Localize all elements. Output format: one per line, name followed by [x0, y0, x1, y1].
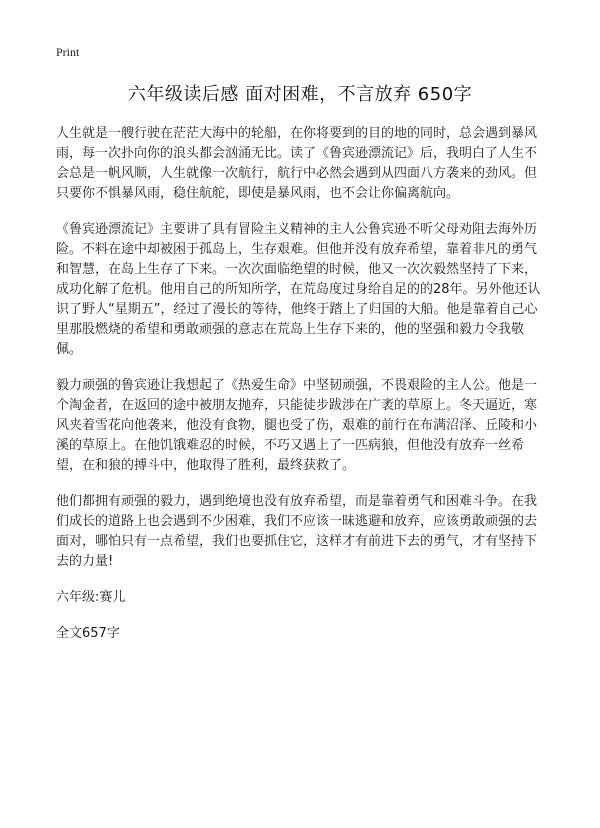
word-count: 全文657字 — [56, 626, 120, 641]
article-paragraph: 《鲁宾逊漂流记》主要讲了具有冒险主义精神的主人公鲁宾逊不听父母劝阻去海外历险。不料在途中却被困于孤岛上，生存艰难。但他并没有放弃希望，靠着非凡的勇气和智慧，在岛上生存了下来。一次次面临绝望的时候，他又一次次毅然坚持了下来，成功化解了危机。他用自己的所知所学，在荒岛度过身给自足的的28年。另外他还认识了野人“星期五”，经过了漫长的等待，他终于踏上了归国的大船。他是靠着自己心里那股燃烧的希望和勇敢顽强的意志在荒岛上生存下来的，他的坚强和毅力令我敬佩。 — [56, 222, 541, 357]
article-paragraph: 他们都拥有顽强的毅力，遇到绝境也没有放弃希望，而是靠着勇气和困难斗争。在我们成长的道路上也会遇到不少困难，我们不应该一昧逃避和放弃，应该勇敢顽强的去面对，哪怕只有一点希望，我们也要抓住它，这样才有前进下去的勇气，才有坚持下去的力量! — [56, 494, 538, 569]
author-signature: 六年级:赛儿 — [56, 590, 126, 605]
article-paragraph: 毅力顽强的鲁宾逊让我想起了《热爱生命》中坚韧顽强，不畏艰险的主人公。他是一个淘金者，在返回的途中被朋友抛弃，只能徒步跋涉在广袤的草原上。冬天逼近，寒风夹着雪花向他袭来，他没有食物，腿也受了伤，艰难的前行在布满沼泽、丘陵和小溪的草原上。在他饥饿难忍的时候，不巧又遇上了一匹病狼，但他没有放弃一丝希望，在和狼的搏斗中，他取得了胜利，最终获救了。 — [56, 378, 538, 473]
article-title: 六年级读后感 面对困难，不言放弃 650字 — [127, 84, 473, 105]
article-body — [56, 124, 544, 660]
print-link[interactable]: Print — [56, 45, 80, 59]
article-paragraph: 人生就是一艘行驶在茫茫大海中的轮船，在你将要到的目的地的同时，总会遇到暴风雨，每一次扑向你的浪头都会汹涌无比。读了《鲁宾逊漂流记》后，我明白了人生不会总是一帆风顺，人生就像一次航行，航行中必然会遇到从四面八方袭来的劲风。但只要你不惧暴风雨，稳住航舵，即使是暴风雨，也不会让你偏离航向。 — [56, 126, 538, 201]
